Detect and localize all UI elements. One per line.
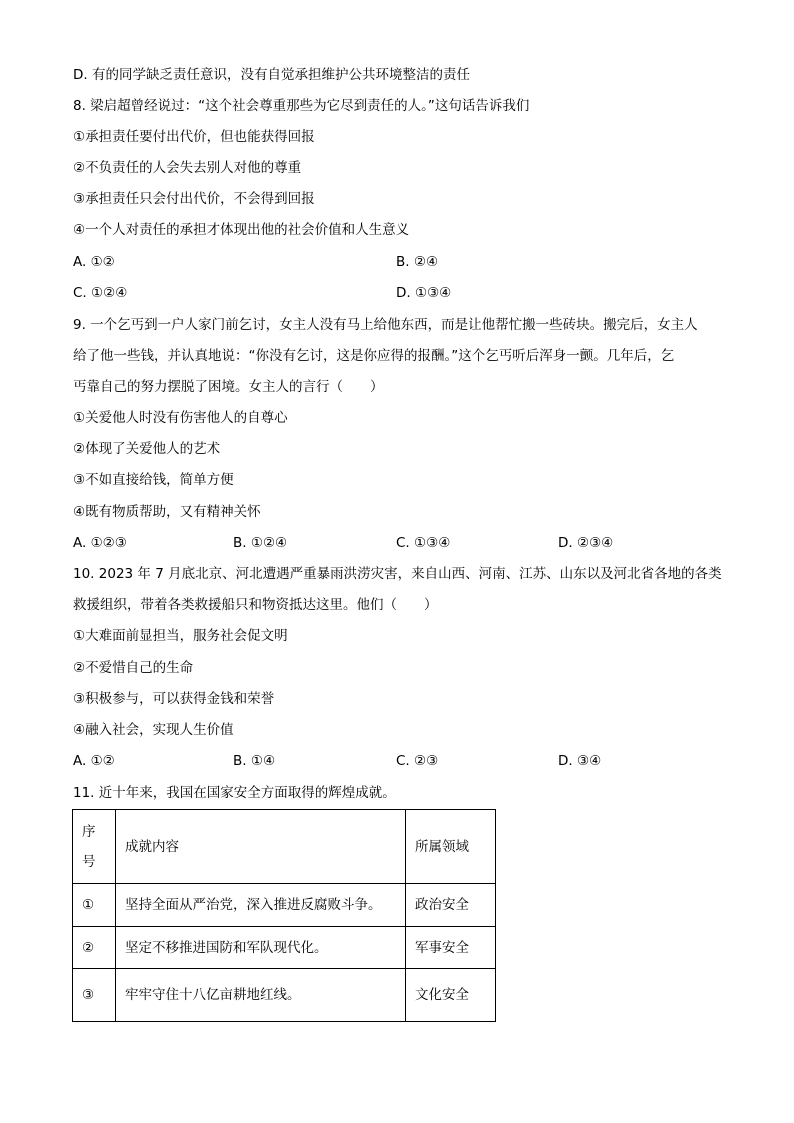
q8-option-c[interactable]: C. ①②④ <box>73 285 128 301</box>
q9-option-d[interactable]: D. ②③④ <box>558 535 614 551</box>
table-row <box>73 969 496 1022</box>
q10-stem-line-2: 救援组织，带着各类救援船只和物资抵达这里。他们（ ） <box>73 597 438 613</box>
header-field: 所属领域 <box>406 810 496 884</box>
q8-item-1: ①承担责任要付出代价，但也能获得回报 <box>73 129 315 145</box>
header-number <box>73 810 116 884</box>
q9-option-a[interactable]: A. ①②③ <box>73 535 127 551</box>
q10-option-d[interactable]: D. ③④ <box>558 753 602 769</box>
q9-item-4: ④既有物质帮助，又有精神关怀 <box>73 504 261 520</box>
header-number-top: 序 <box>82 823 96 840</box>
q9-option-c[interactable]: C. ①③④ <box>396 535 451 551</box>
row-number: ③ <box>73 969 116 1022</box>
q10-item-2: ②不爱惜自己的生命 <box>73 660 194 676</box>
q9-stem-line-3: 丐靠自己的努力摆脱了困境。女主人的言行（ ） <box>73 379 384 395</box>
table-row <box>73 927 496 969</box>
achievements-table <box>72 809 496 1022</box>
row-field: 文化安全 <box>406 969 496 1022</box>
q10-item-1: ①大难面前显担当，服务社会促文明 <box>73 628 288 644</box>
q10-option-b[interactable]: B. ①④ <box>233 753 276 769</box>
row-field: 政治安全 <box>406 884 496 927</box>
q10-item-3: ③积极参与，可以获得金钱和荣誉 <box>73 691 275 707</box>
q9-item-1: ①关爱他人时没有伤害他人的自尊心 <box>73 410 288 426</box>
q9-stem-line-1: 9. 一个乞丐到一户人家门前乞讨，女主人没有马上给他东西，而是让他帮忙搬一些砖块。搬完后，女主人 <box>73 317 698 333</box>
q8-option-a[interactable]: A. ①② <box>73 254 115 270</box>
row-content: 牢牢守住十八亿亩耕地红线。 <box>116 969 406 1022</box>
q8-item-4: ④一个人对责任的承担才体现出他的社会价值和人生意义 <box>73 222 410 238</box>
q8-option-b[interactable]: B. ②④ <box>396 254 439 270</box>
row-content: 坚定不移推进国防和军队现代化。 <box>116 927 406 969</box>
q9-item-2: ②体现了关爱他人的艺术 <box>73 441 221 457</box>
q11-stem: 11. 近十年来，我国在国家安全方面取得的辉煌成就。 <box>73 785 396 801</box>
q10-stem-line-1: 10. 2023 年 7 月底北京、河北遭遇严重暴雨洪涝灾害，来自山西、河南、江苏、山东以及河北省各地的各类 <box>73 566 722 582</box>
q9-stem-line-2: 给了他一些钱，并认真地说：“你没有乞讨，这是你应得的报酬。”这个乞丐听后浑身一颤。几年后，乞 <box>73 348 675 364</box>
row-content: 坚持全面从严治党，深入推进反腐败斗争。 <box>116 884 406 927</box>
row-number: ① <box>73 884 116 927</box>
q8-item-2: ②不负责任的人会失去别人对他的尊重 <box>73 160 302 176</box>
q7-option-d: D. 有的同学缺乏责任意识，没有自觉承担维护公共环境整洁的责任 <box>73 67 470 83</box>
header-number-bottom: 号 <box>82 853 96 870</box>
q8-stem: 8. 梁启超曾经说过：“这个社会尊重那些为它尽到责任的人。”这句话告诉我们 <box>73 98 530 114</box>
row-field: 军事安全 <box>406 927 496 969</box>
q8-option-d[interactable]: D. ①③④ <box>396 285 452 301</box>
header-content: 成就内容 <box>116 810 406 884</box>
table-row <box>73 884 496 927</box>
q10-option-c[interactable]: C. ②③ <box>396 753 439 769</box>
row-number: ② <box>73 927 116 969</box>
table-header-row <box>73 810 496 884</box>
q10-option-a[interactable]: A. ①② <box>73 753 115 769</box>
q9-item-3: ③不如直接给钱，简单方便 <box>73 472 234 488</box>
q9-option-b[interactable]: B. ①②④ <box>233 535 288 551</box>
q8-item-3: ③承担责任只会付出代价，不会得到回报 <box>73 191 315 207</box>
q10-item-4: ④融入社会，实现人生价值 <box>73 722 234 738</box>
